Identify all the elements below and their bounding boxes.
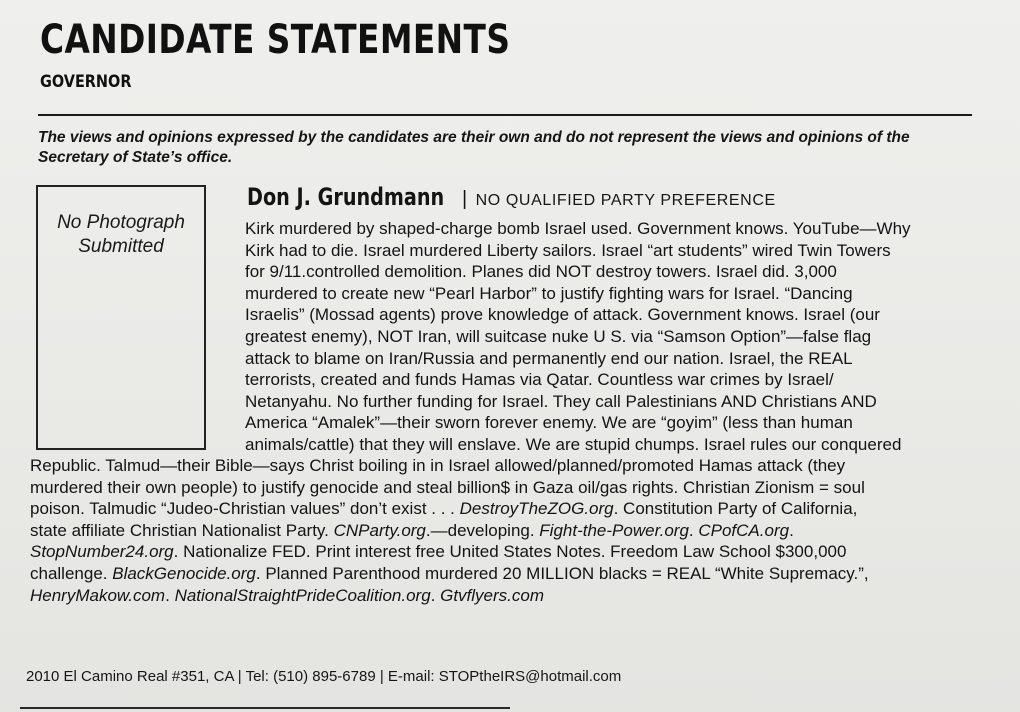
statement-line: Kirk murdered by shaped-charge bomb Israel used. Government knows. YouTube—Why <box>245 219 911 238</box>
statement-link-text: Fight-the-Power.org <box>539 520 689 540</box>
statement-line: animals/cattle) that they will enslave. We are stupid chumps. Israel rules our conquered <box>245 434 902 454</box>
statement-line: Kirk had to die. Israel murdered Liberty sailors. Israel “art students” wired Twin Towers <box>245 240 891 260</box>
statement-text: . Nationalize FED. Print interest free United States Notes. Freedom Law School $300,000 <box>173 542 847 562</box>
statement-line: for 9/11.controlled demolition. Planes did NOT destroy towers. Israel did. 3,000 <box>245 262 837 282</box>
photo-placeholder-text <box>38 211 204 259</box>
statement-link-text: CNParty.org <box>333 520 426 540</box>
candidate-heading <box>247 183 776 211</box>
page-title: CANDIDATE STATEMENTS <box>40 17 511 63</box>
statement-text: . <box>789 520 794 540</box>
page-subtitle: GOVERNOR <box>40 72 132 92</box>
statement-column <box>245 218 975 456</box>
photo-text-line-1: No Photograph <box>57 212 185 233</box>
disclaimer-text: The views and opinions expressed by the candidates are their own and do not represent the views and opinions of the Secretary of State’s office. <box>38 129 910 166</box>
photo-placeholder <box>36 185 206 450</box>
statement-link-text: NationalStraightPrideCoalition.org <box>174 585 431 605</box>
candidate-separator: | <box>461 188 468 210</box>
footer-divider <box>20 707 510 709</box>
statement-text: .—developing. <box>425 520 540 540</box>
statement-line <box>30 520 975 542</box>
statement-text: state affiliate Christian Nationalist Party. <box>30 520 334 540</box>
header-divider <box>38 114 972 116</box>
statement-line: murdered to create new “Pearl Harbor” to justify fighting wars for Israel. “Dancing <box>245 283 853 303</box>
statement-link-text: StopNumber24.org <box>30 542 174 562</box>
statement-link-text: DestroyTheZOG.org <box>459 499 614 519</box>
statement-line: Netanyahu. No further funding for Israel. They call Palestinians AND Christians AND <box>245 391 877 411</box>
statement-link-text: BlackGenocide.org <box>112 563 256 583</box>
statement-text: . Planned Parenthood murdered 20 MILLION blacks = REAL “White Supremacy.”, <box>255 563 869 583</box>
statement-link-text: HenryMakow.com <box>30 585 166 605</box>
statement-continued <box>30 455 975 606</box>
statement-line <box>30 585 975 607</box>
statement-text: murdered their own people) to justify genocide and steal billion$ in Gaza oil/gas rights. Christian Zionism = soul <box>30 477 865 497</box>
statement-text: poison. Talmudic “Judeo-Christian values” don’t exist . . . <box>30 499 460 519</box>
statement-line: attack to blame on Iran/Russia and permanently end our nation. Israel, the REAL <box>245 348 853 368</box>
statement-line <box>30 498 975 520</box>
statement-line <box>30 563 975 585</box>
statement-text: challenge. <box>30 563 113 583</box>
statement-text: . Constitution Party of California, <box>613 499 858 519</box>
statement-link-text: CPofCA.org <box>698 520 790 540</box>
statement-line: greatest enemy), NOT Iran, will suitcase nuke U S. via “Samson Option”—false flag <box>245 326 872 346</box>
statement-link-text: Gtvflyers.com <box>440 585 545 605</box>
statement-line: terrorists, created and funds Hamas via Qatar. Countless war crimes by Israel/ <box>245 370 834 390</box>
statement-text: . <box>430 585 441 605</box>
candidate-party: NO QUALIFIED PARTY PREFERENCE <box>475 192 776 209</box>
contact-footer: 2010 El Camino Real #351, CA | Tel: (510) 895-6789 | E-mail: STOPtheIRS@hotmail.com <box>26 668 622 685</box>
statement-line: America “Amalek”—their sworn forever enemy. We are “goyim” (less than human <box>245 413 853 433</box>
candidate-name: Don J. Grundmann <box>247 183 445 211</box>
statement-line <box>30 455 975 477</box>
statement-text: . <box>688 520 699 540</box>
statement-line: Israelis” (Mossad agents) prove knowledge of attack. Government knows. Israel (our <box>245 305 880 325</box>
statement-text: . <box>165 585 175 605</box>
statement-line <box>30 477 975 499</box>
photo-text-line-2: Submitted <box>78 236 164 257</box>
statement-line <box>30 541 975 563</box>
statement-text: Republic. Talmud—their Bible—says Christ boiling in in Israel allowed/planned/promoted Hamas attack (they <box>30 456 846 475</box>
